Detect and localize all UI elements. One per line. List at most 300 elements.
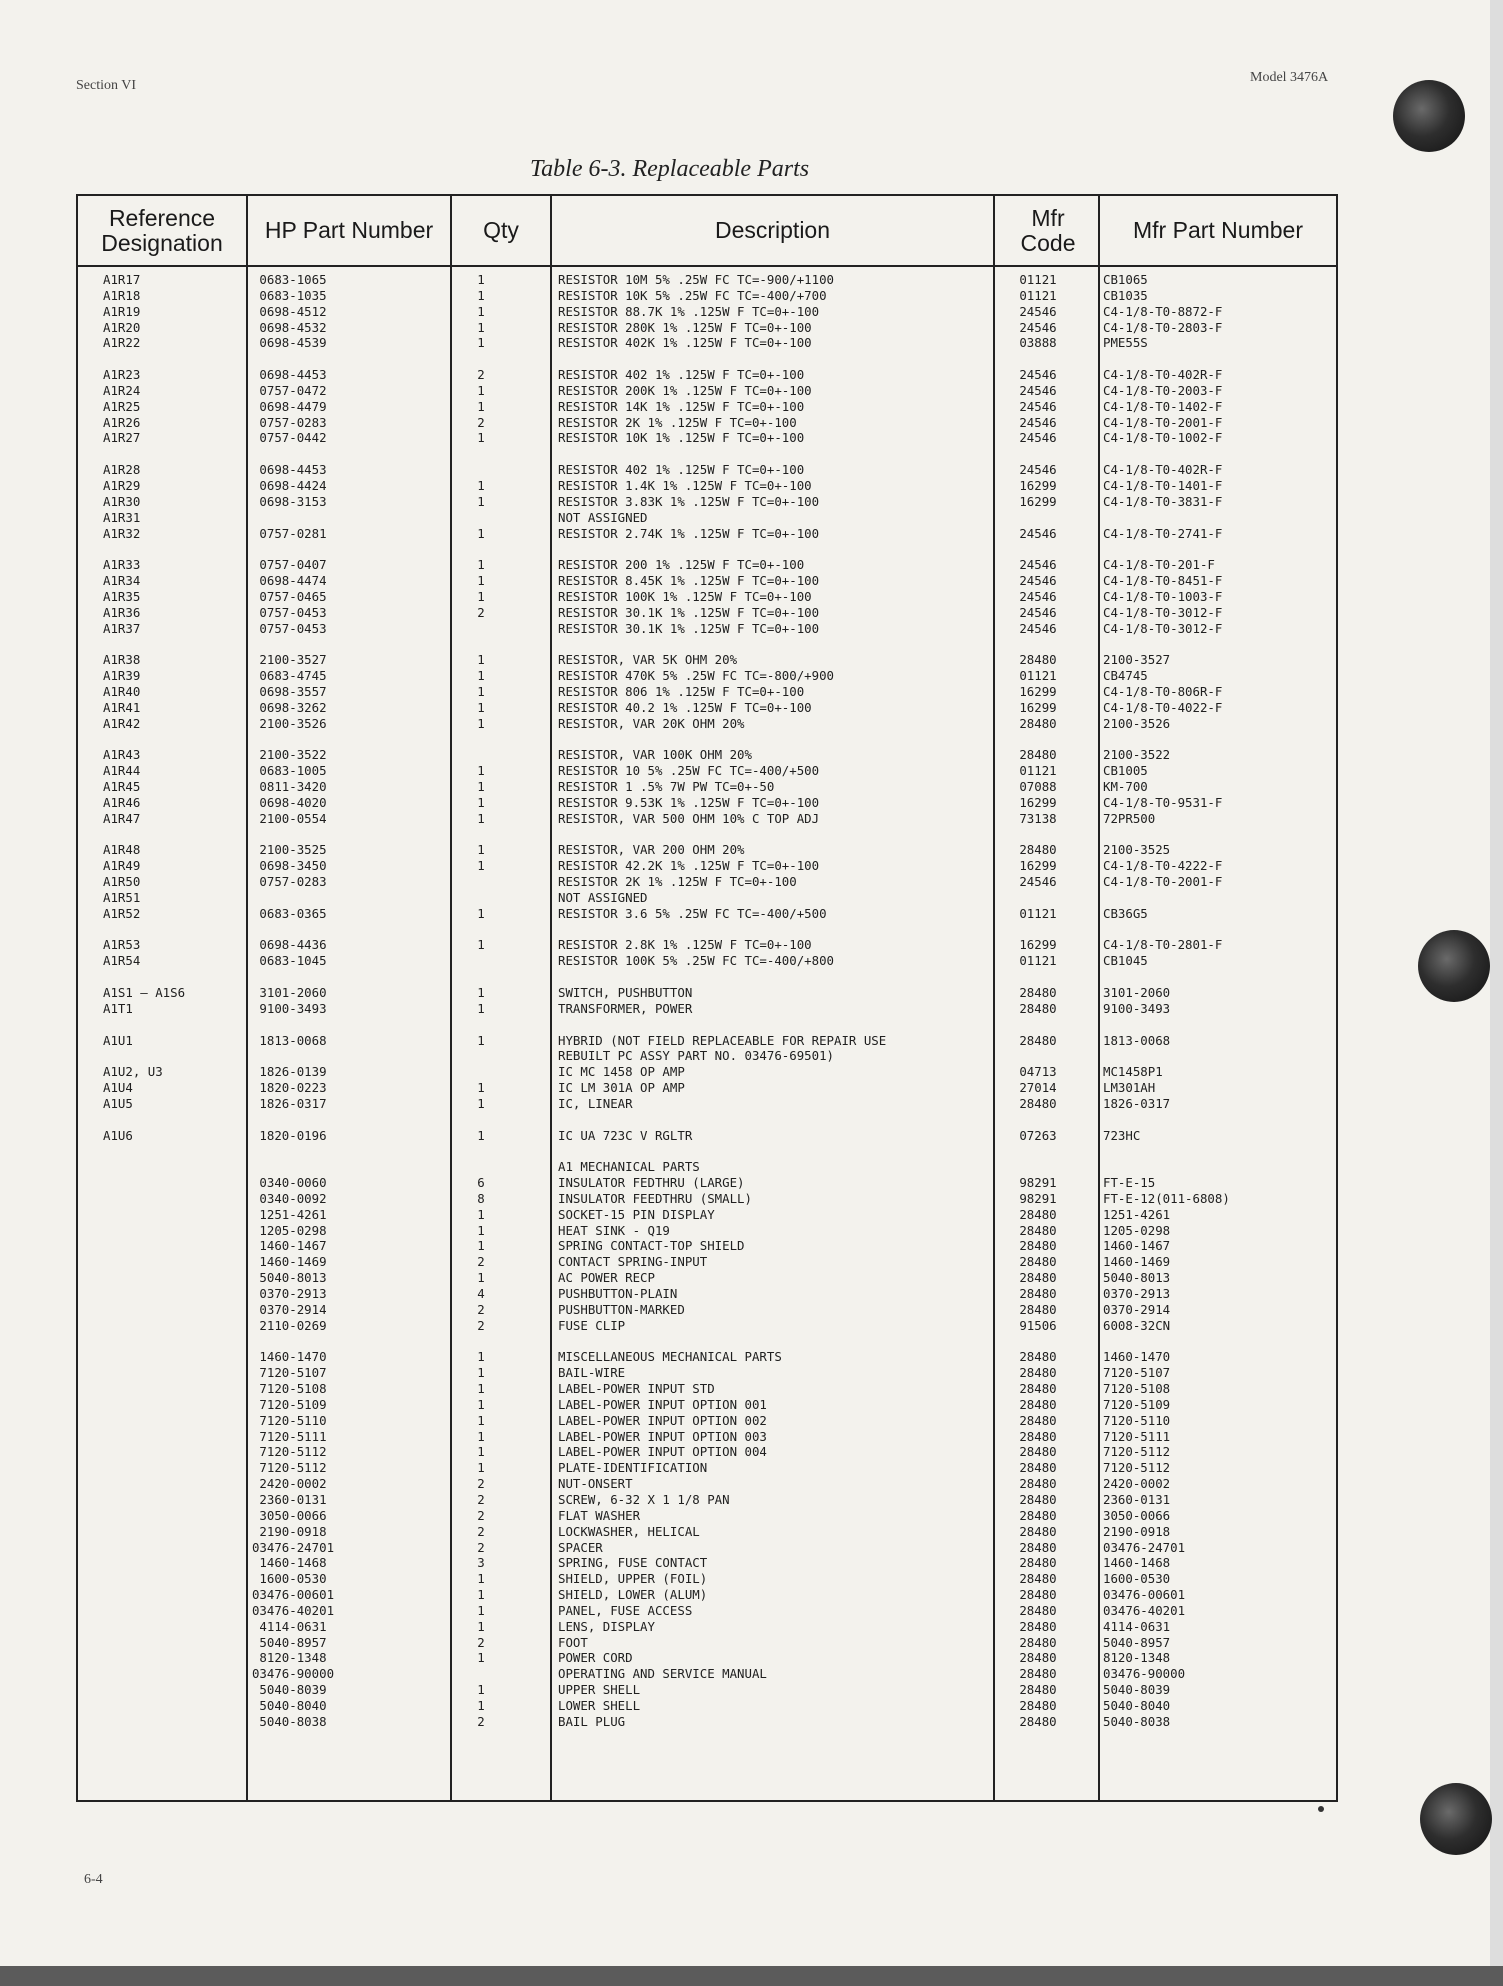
header-mfr-part-number: Mfr Part Number — [1133, 217, 1303, 243]
cell-qty: 1 — [477, 335, 485, 351]
cell-mfr-part-number: 1600-0530 — [1103, 1571, 1171, 1587]
cell-mfr-code: 28480 — [1019, 1286, 1057, 1301]
cell-qty: 2 — [477, 604, 485, 620]
cell-reference: A1R54 — [103, 953, 141, 969]
cell-description: IC UA 723C V RGLTR — [558, 1127, 693, 1143]
cell-hp-part-number: 9100-3493 — [259, 1000, 327, 1016]
cell-reference: A1R47 — [103, 810, 141, 826]
cell-description: RESISTOR 100K 5% .25W FC TC=-400/+800 — [558, 953, 835, 969]
cell-description: RESISTOR 88.7K 1% .125W F TC=0+-100 — [558, 303, 820, 319]
cell-reference: A1U5 — [103, 1095, 133, 1111]
cell-hp-part-number: 03476-24701 — [251, 1539, 335, 1555]
table-row — [78, 462, 1336, 478]
parts-table — [76, 194, 1338, 1802]
cell-mfr-code: 01121 — [1019, 668, 1057, 684]
table-row — [78, 1571, 1336, 1587]
table-row — [78, 937, 1336, 953]
cell-description: AC POWER RECP — [558, 1270, 655, 1286]
cell-qty: 2 — [477, 1491, 485, 1507]
cell-mfr-part-number: C4-1/8-T0-3012-F — [1103, 620, 1223, 636]
cell-mfr-part-number: 7120-5110 — [1103, 1412, 1171, 1428]
cell-hp-part-number: 0757-0281 — [259, 525, 327, 541]
table-row — [78, 1429, 1336, 1445]
cell-hp-part-number: 0698-4453 — [259, 367, 327, 383]
cell-description: POWER CORD — [558, 1650, 633, 1666]
cell-description: RESISTOR 1.4K 1% .125W F TC=0+-100 — [558, 477, 812, 493]
table-row — [78, 700, 1336, 716]
cell-mfr-part-number: 1460-1469 — [1103, 1254, 1171, 1270]
cell-description: RESISTOR 30.1K 1% .125W F TC=0+-100 — [558, 620, 820, 636]
cell-qty: 1 — [477, 763, 485, 779]
cell-qty: 1 — [477, 699, 485, 715]
row-spacer — [78, 1017, 1336, 1033]
cell-reference: A1R34 — [103, 573, 141, 589]
cell-description: CONTACT SPRING-INPUT — [558, 1254, 708, 1270]
cell-mfr-code: 16299 — [1019, 858, 1057, 874]
cell-hp-part-number: 0370-2913 — [259, 1286, 327, 1301]
cell-mfr-code: 28480 — [1019, 1365, 1057, 1381]
table-row — [78, 510, 1336, 526]
cell-mfr-code: 27014 — [1019, 1080, 1057, 1096]
cell-qty: 1 — [477, 1396, 485, 1412]
cell-mfr-code: 28480 — [1019, 1460, 1057, 1476]
cell-description: PANEL, FUSE ACCESS — [558, 1602, 693, 1618]
cell-description: BAIL PLUG — [558, 1713, 626, 1729]
cell-qty: 1 — [477, 1381, 485, 1397]
cell-qty: 1 — [477, 1460, 485, 1476]
table-row — [78, 399, 1336, 415]
cell-mfr-code: 28480 — [1019, 1428, 1057, 1444]
cell-mfr-code: 28480 — [1019, 984, 1057, 1000]
cell-mfr-part-number: 7120-5111 — [1103, 1428, 1171, 1444]
cell-mfr-code: 24546 — [1019, 525, 1057, 541]
cell-mfr-part-number: 1813-0068 — [1103, 1032, 1171, 1048]
cell-reference: A1R23 — [103, 367, 141, 383]
cell-description: RESISTOR 8.45K 1% .125W F TC=0+-100 — [558, 573, 820, 589]
cell-reference: A1R29 — [103, 477, 141, 493]
cell-mfr-code: 28480 — [1019, 1301, 1057, 1317]
table-row — [78, 668, 1336, 684]
cell-mfr-part-number: C4-1/8-T0-9531-F — [1103, 794, 1223, 810]
cell-mfr-code: 28480 — [1019, 1602, 1057, 1618]
cell-description: RESISTOR 2.8K 1% .125W F TC=0+-100 — [558, 937, 812, 953]
model-label: Model 3476A — [1250, 70, 1329, 85]
cell-mfr-part-number: 3050-0066 — [1103, 1507, 1171, 1523]
cell-hp-part-number: 2360-0131 — [259, 1491, 327, 1507]
row-spacer — [78, 922, 1336, 938]
cell-qty: 1 — [477, 1270, 485, 1286]
cell-mfr-part-number: C4-1/8-T0-2003-F — [1103, 382, 1223, 398]
cell-description: RESISTOR 2K 1% .125W F TC=0+-100 — [558, 874, 797, 890]
cell-mfr-code: 16299 — [1019, 699, 1057, 715]
cell-description: LABEL-POWER INPUT OPTION 001 — [558, 1396, 767, 1412]
cell-mfr-part-number: C4-1/8-T0-201-F — [1103, 557, 1215, 573]
row-spacer — [78, 636, 1336, 652]
cell-mfr-code: 24546 — [1019, 573, 1057, 589]
table-row — [78, 1492, 1336, 1508]
cell-reference: A1U6 — [103, 1127, 133, 1143]
cell-mfr-code: 28480 — [1019, 1507, 1057, 1523]
table-row — [78, 716, 1336, 732]
header-reference-designation: Reference Designation — [101, 204, 223, 256]
cell-mfr-code: 01121 — [1019, 272, 1057, 287]
cell-description: PUSHBUTTON-PLAIN — [558, 1286, 678, 1301]
cell-hp-part-number: 0683-1005 — [259, 763, 327, 779]
cell-hp-part-number: 2100-3526 — [259, 715, 327, 731]
cell-mfr-part-number: 3101-2060 — [1103, 984, 1171, 1000]
cell-description: LABEL-POWER INPUT OPTION 003 — [558, 1428, 767, 1444]
cell-mfr-part-number: 2100-3526 — [1103, 715, 1171, 731]
cell-reference: A1R17 — [103, 272, 141, 287]
cell-reference: A1R51 — [103, 889, 141, 905]
table-row — [78, 430, 1336, 446]
cell-qty: 1 — [477, 1222, 485, 1238]
cell-qty: 2 — [477, 1507, 485, 1523]
cell-hp-part-number: 5040-8038 — [259, 1713, 327, 1729]
cell-qty: 1 — [477, 1127, 485, 1143]
cell-hp-part-number: 2190-0918 — [259, 1523, 327, 1539]
row-spacer — [78, 541, 1336, 557]
cell-mfr-part-number: 1826-0317 — [1103, 1095, 1171, 1111]
cell-mfr-code: 98291 — [1019, 1190, 1057, 1206]
cell-mfr-part-number: 03476-00601 — [1103, 1587, 1186, 1603]
cell-hp-part-number: 0698-4020 — [259, 794, 327, 810]
cell-mfr-part-number: 7120-5112 — [1103, 1460, 1171, 1476]
cell-description: SWITCH, PUSHBUTTON — [558, 984, 693, 1000]
cell-mfr-code: 98291 — [1019, 1175, 1057, 1191]
cell-qty: 1 — [477, 1444, 485, 1460]
cell-mfr-part-number: C4-1/8-T0-402R-F — [1103, 462, 1223, 478]
table-row — [78, 811, 1336, 827]
table-row — [78, 320, 1336, 336]
cell-mfr-part-number: C4-1/8-T0-8872-F — [1103, 303, 1223, 319]
cell-qty: 1 — [477, 1618, 485, 1634]
cell-mfr-code: 28480 — [1019, 1491, 1057, 1507]
cell-mfr-code: 24546 — [1019, 620, 1057, 636]
cell-mfr-part-number: 2360-0131 — [1103, 1491, 1171, 1507]
cell-qty: 2 — [477, 1713, 485, 1729]
header-divider — [78, 265, 1336, 267]
cell-mfr-part-number: 7120-5112 — [1103, 1444, 1171, 1460]
cell-hp-part-number: 0698-4424 — [259, 477, 327, 493]
section-label: Section VI — [76, 78, 137, 93]
cell-description: LOCKWASHER, HELICAL — [558, 1523, 700, 1539]
cell-qty: 1 — [477, 573, 485, 589]
cell-description: MISCELLANEOUS MECHANICAL PARTS — [558, 1349, 782, 1365]
cell-description: INSULATOR FEDTHRU (LARGE) — [558, 1175, 745, 1191]
cell-mfr-part-number: 2190-0918 — [1103, 1523, 1171, 1539]
cell-mfr-part-number: CB1045 — [1103, 953, 1148, 969]
table-row — [78, 605, 1336, 621]
cell-hp-part-number: 3050-0066 — [259, 1507, 327, 1523]
cell-mfr-code: 28480 — [1019, 1682, 1057, 1698]
cell-hp-part-number: 0757-0465 — [259, 588, 327, 604]
cell-hp-part-number: 2100-3522 — [259, 747, 327, 763]
cell-reference: A1U1 — [103, 1032, 133, 1048]
table-row — [78, 367, 1336, 383]
scan-speck — [1318, 1806, 1324, 1812]
cell-description: IC LM 301A OP AMP — [558, 1080, 685, 1096]
cell-mfr-part-number: C4-1/8-T0-1401-F — [1103, 477, 1223, 493]
cell-reference: A1R18 — [103, 287, 141, 303]
table-row — [78, 1001, 1336, 1017]
cell-mfr-part-number: C4-1/8-T0-1003-F — [1103, 588, 1223, 604]
cell-mfr-code: 24546 — [1019, 319, 1057, 335]
cell-hp-part-number: 0811-3420 — [259, 779, 327, 794]
cell-mfr-code: 28480 — [1019, 1476, 1057, 1492]
cell-mfr-code: 24546 — [1019, 398, 1057, 414]
cell-qty: 1 — [477, 272, 485, 287]
cell-qty: 1 — [477, 1571, 485, 1587]
cell-description: A1 MECHANICAL PARTS — [558, 1159, 700, 1175]
binder-hole-top — [1393, 80, 1465, 152]
cell-description: LENS, DISPLAY — [558, 1618, 655, 1634]
cell-mfr-code: 16299 — [1019, 493, 1057, 509]
cell-mfr-code: 04713 — [1019, 1064, 1057, 1080]
table-row — [78, 1254, 1336, 1270]
cell-mfr-part-number: C4-1/8-T0-806R-F — [1103, 683, 1223, 699]
cell-mfr-part-number: PME55S — [1103, 335, 1148, 351]
cell-mfr-part-number: MC1458P1 — [1103, 1064, 1163, 1080]
cell-mfr-code: 28480 — [1019, 1650, 1057, 1666]
cell-hp-part-number: 1460-1470 — [259, 1349, 327, 1365]
cell-description: OPERATING AND SERVICE MANUAL — [558, 1666, 767, 1682]
table-row — [78, 1159, 1336, 1175]
cell-hp-part-number: 5040-8039 — [259, 1682, 327, 1698]
cell-hp-part-number: 0757-0453 — [259, 620, 327, 636]
cell-hp-part-number: 0683-4745 — [259, 668, 327, 684]
table-row — [78, 1666, 1336, 1682]
cell-mfr-code: 07263 — [1019, 1127, 1057, 1143]
cell-description: RESISTOR 14K 1% .125W F TC=0+-100 — [558, 398, 805, 414]
binder-hole-bottom — [1420, 1783, 1492, 1855]
cell-hp-part-number: 0757-0472 — [259, 382, 327, 398]
cell-mfr-part-number: 5040-8957 — [1103, 1634, 1171, 1650]
table-row — [78, 557, 1336, 573]
cell-hp-part-number: 7120-5110 — [259, 1412, 327, 1428]
table-row — [78, 1270, 1336, 1286]
cell-mfr-part-number: KM-700 — [1103, 779, 1148, 794]
cell-qty: 2 — [477, 1476, 485, 1492]
cell-mfr-part-number: C4-1/8-T0-4022-F — [1103, 699, 1223, 715]
cell-mfr-code: 28480 — [1019, 1618, 1057, 1634]
cell-mfr-code: 28480 — [1019, 1396, 1057, 1412]
cell-mfr-part-number: 2100-3525 — [1103, 842, 1171, 858]
cell-mfr-code: 28480 — [1019, 1270, 1057, 1286]
table-row — [78, 589, 1336, 605]
cell-reference: A1R52 — [103, 905, 141, 921]
cell-qty: 1 — [477, 430, 485, 446]
cell-mfr-code: 01121 — [1019, 763, 1057, 779]
cell-hp-part-number: 2100-0554 — [259, 810, 327, 826]
cell-qty: 1 — [477, 477, 485, 493]
cell-qty: 4 — [477, 1286, 485, 1301]
table-row — [78, 1349, 1336, 1365]
cell-mfr-code: 16299 — [1019, 683, 1057, 699]
cell-reference: A1R49 — [103, 858, 141, 874]
table-row — [78, 1413, 1336, 1429]
cell-mfr-code: 24546 — [1019, 588, 1057, 604]
cell-mfr-part-number: C4-1/8-T0-2001-F — [1103, 874, 1223, 890]
cell-hp-part-number: 0757-0283 — [259, 874, 327, 890]
cell-mfr-part-number: 5040-8013 — [1103, 1270, 1171, 1286]
cell-reference: A1R30 — [103, 493, 141, 509]
cell-description: FUSE CLIP — [558, 1317, 626, 1333]
cell-qty: 1 — [477, 1032, 485, 1048]
cell-reference: A1R25 — [103, 398, 141, 414]
cell-qty: 1 — [477, 1587, 485, 1603]
table-row — [78, 526, 1336, 542]
table-row — [78, 1302, 1336, 1318]
table-row — [78, 1128, 1336, 1144]
cell-mfr-part-number: LM301AH — [1103, 1080, 1156, 1096]
cell-description: RESISTOR, VAR 500 OHM 10% C TOP ADJ — [558, 810, 820, 826]
cell-reference: A1U2, U3 — [103, 1064, 163, 1080]
cell-hp-part-number: 2420-0002 — [259, 1476, 327, 1492]
cell-qty: 1 — [477, 652, 485, 668]
cell-reference: A1U4 — [103, 1080, 133, 1096]
cell-qty: 1 — [477, 557, 485, 573]
cell-mfr-code: 28480 — [1019, 1523, 1057, 1539]
cell-mfr-part-number: 723HC — [1103, 1127, 1141, 1143]
header-qty: Qty — [483, 217, 519, 243]
cell-description: RESISTOR 470K 5% .25W FC TC=-800/+900 — [558, 668, 835, 684]
cell-description: RESISTOR 402K 1% .125W F TC=0+-100 — [558, 335, 812, 351]
cell-description: REBUILT PC ASSY PART NO. 03476-69501) — [558, 1048, 835, 1064]
cell-hp-part-number: 7120-5108 — [259, 1381, 327, 1397]
cell-hp-part-number: 1826-0317 — [259, 1095, 327, 1111]
cell-mfr-code: 28480 — [1019, 1713, 1057, 1729]
cell-qty: 1 — [477, 810, 485, 826]
header-description: Description — [714, 217, 831, 243]
cell-mfr-part-number: 0370-2914 — [1103, 1301, 1171, 1317]
cell-mfr-part-number: C4-1/8-T0-4222-F — [1103, 858, 1223, 874]
cell-description: LOWER SHELL — [558, 1697, 641, 1713]
cell-hp-part-number: 03476-40201 — [251, 1602, 335, 1618]
header-hp-part-number: HP Part Number — [264, 217, 434, 243]
cell-mfr-code: 16299 — [1019, 937, 1057, 953]
cell-mfr-code: 28480 — [1019, 1000, 1057, 1016]
cell-description: RESISTOR 30.1K 1% .125W F TC=0+-100 — [558, 604, 820, 620]
cell-reference: A1S1 – A1S6 — [103, 984, 186, 1000]
cell-reference: A1R31 — [103, 509, 141, 525]
cell-mfr-part-number: 03476-40201 — [1103, 1602, 1186, 1618]
cell-mfr-code: 28480 — [1019, 652, 1057, 668]
cell-mfr-code: 28480 — [1019, 1381, 1057, 1397]
cell-mfr-code: 28480 — [1019, 842, 1057, 858]
table-row — [78, 288, 1336, 304]
table-row — [78, 858, 1336, 874]
cell-hp-part-number: 7120-5112 — [259, 1460, 327, 1476]
table-title: Table 6-3. Replaceable Parts — [530, 156, 810, 182]
table-row — [78, 890, 1336, 906]
cell-description: RESISTOR 10M 5% .25W FC TC=-900/+1100 — [558, 272, 835, 287]
cell-mfr-part-number: 5040-8038 — [1103, 1713, 1171, 1729]
table-row — [78, 747, 1336, 763]
cell-reference: A1R45 — [103, 779, 141, 794]
cell-hp-part-number: 7120-5112 — [259, 1444, 327, 1460]
cell-reference: A1R42 — [103, 715, 141, 731]
table-row — [78, 1587, 1336, 1603]
cell-hp-part-number: 1600-0530 — [259, 1571, 327, 1587]
cell-description: RESISTOR 3.83K 1% .125W F TC=0+-100 — [558, 493, 820, 509]
cell-description: RESISTOR, VAR 100K OHM 20% — [558, 747, 752, 763]
cell-qty: 1 — [477, 858, 485, 874]
cell-mfr-part-number: 1251-4261 — [1103, 1206, 1171, 1222]
table-body — [78, 272, 1336, 1730]
cell-description: RESISTOR 3.6 5% .25W FC TC=-400/+500 — [558, 905, 827, 921]
cell-description: FOOT — [558, 1634, 588, 1650]
table-row — [78, 1397, 1336, 1413]
cell-mfr-part-number: C4-1/8-T0-2803-F — [1103, 319, 1223, 335]
cell-description: RESISTOR, VAR 20K OHM 20% — [558, 715, 745, 731]
table-row — [78, 1318, 1336, 1334]
cell-description: SCREW, 6-32 X 1 1/8 PAN — [558, 1491, 730, 1507]
cell-description: INSULATOR FEEDTHRU (SMALL) — [558, 1190, 752, 1206]
cell-mfr-part-number: CB1035 — [1103, 287, 1148, 303]
table-row — [78, 1619, 1336, 1635]
cell-mfr-code: 28480 — [1019, 1206, 1057, 1222]
cell-mfr-part-number: 7120-5108 — [1103, 1381, 1171, 1397]
cell-hp-part-number: 2100-3527 — [259, 652, 327, 668]
cell-mfr-code: 24546 — [1019, 303, 1057, 319]
cell-hp-part-number: 0340-0060 — [259, 1175, 327, 1191]
cell-hp-part-number: 0683-0365 — [259, 905, 327, 921]
table-row — [78, 1175, 1336, 1191]
cell-reference: A1R40 — [103, 683, 141, 699]
cell-hp-part-number: 0757-0407 — [259, 557, 327, 573]
table-row — [78, 1381, 1336, 1397]
table-row — [78, 1191, 1336, 1207]
cell-description: RESISTOR 10 5% .25W FC TC=-400/+500 — [558, 763, 820, 779]
cell-hp-part-number: 2100-3525 — [259, 842, 327, 858]
table-row — [78, 1508, 1336, 1524]
table-row — [78, 1714, 1336, 1730]
cell-hp-part-number: 1460-1468 — [259, 1555, 327, 1571]
cell-mfr-part-number: 72PR500 — [1103, 810, 1156, 826]
table-row — [78, 478, 1336, 494]
cell-mfr-part-number: 7120-5107 — [1103, 1365, 1171, 1381]
cell-mfr-code: 24546 — [1019, 430, 1057, 446]
cell-reference: A1R35 — [103, 588, 141, 604]
cell-qty: 1 — [477, 1650, 485, 1666]
cell-reference: A1R33 — [103, 557, 141, 573]
cell-mfr-part-number: 03476-24701 — [1103, 1539, 1186, 1555]
cell-hp-part-number: 1205-0298 — [259, 1222, 327, 1238]
table-row — [78, 1603, 1336, 1619]
cell-qty: 1 — [477, 493, 485, 509]
cell-description: RESISTOR 1 .5% 7W PW TC=0+-50 — [558, 779, 775, 794]
cell-mfr-code: 28480 — [1019, 1444, 1057, 1460]
table-row — [78, 953, 1336, 969]
cell-description: TRANSFORMER, POWER — [558, 1000, 693, 1016]
table-row — [78, 494, 1336, 510]
cell-qty: 2 — [477, 1317, 485, 1333]
table-row — [78, 1650, 1336, 1666]
cell-mfr-part-number: C4-1/8-T0-3012-F — [1103, 604, 1223, 620]
cell-hp-part-number: 03476-90000 — [251, 1666, 335, 1682]
cell-description: SPACER — [558, 1539, 603, 1555]
cell-mfr-code: 28480 — [1019, 1634, 1057, 1650]
cell-hp-part-number: 1826-0139 — [259, 1064, 327, 1080]
cell-reference: A1R43 — [103, 747, 141, 763]
cell-qty: 1 — [477, 905, 485, 921]
cell-mfr-part-number: C4-1/8-T0-2801-F — [1103, 937, 1223, 953]
cell-mfr-code: 28480 — [1019, 1238, 1057, 1254]
row-spacer — [78, 1112, 1336, 1128]
table-row — [78, 906, 1336, 922]
cell-mfr-part-number: 6008-32CN — [1103, 1317, 1171, 1333]
